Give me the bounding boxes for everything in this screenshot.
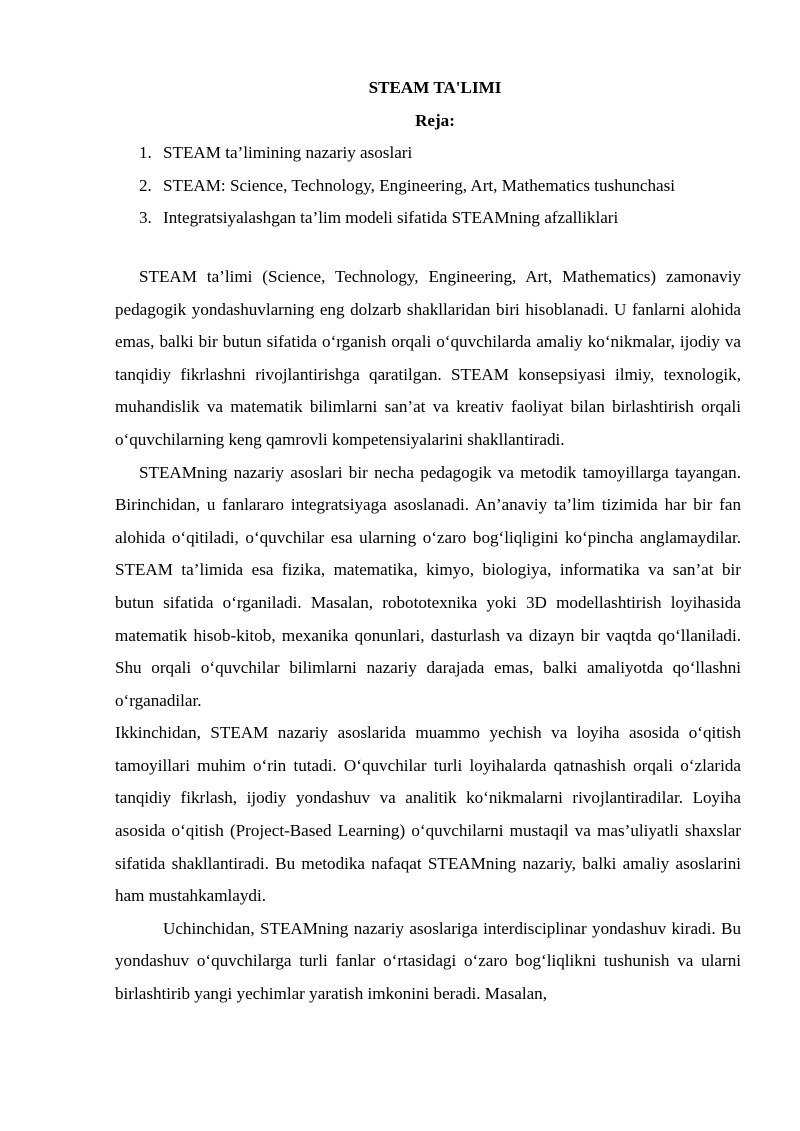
plan-item-text: STEAM: Science, Technology, Engineering, Art, Mathematics tushunchasi [163, 175, 675, 195]
plan-item-number: 1. [139, 143, 152, 163]
body-paragraph: Ikkinchidan, STEAM nazariy asoslarida muammo yechish va loyiha asosida o‘qitish tamoyillari muhim o‘rin tutadi. O‘quvchilar turli loyihalarda qatnashish orqali o‘zlarida tanqidiy fikrlash, ijodiy yondashuv va analitik ko‘nikmalarni rivojlantiradilar. Loyiha asosida o‘qitish (Project-Based Learning) o‘quvchilarni mustaqil va mas’uliyatli shaxslar sifatida shakllantiradi. Bu metodika nafaqat STEAMning nazariy, balki amaliy asoslarini ham mustahkamlaydi. [115, 723, 741, 906]
body-paragraph: STEAMning nazariy asoslari bir necha pedagogik va metodik tamoyillarga tayangan. Birinchidan, u fanlararo integratsiyaga asoslanadi. An’anaviy ta’lim tizimida har bir fan alohida o‘qitiladi, o‘quvchilar esa ularning o‘zaro bog‘liqligini ko‘pincha anglamaydilar. STEAM ta’limida esa fizika, matematika, kimyo, biologiya, informatika va san’at bir butun sifatida o‘rganiladi. Masalan, robototexnika yoki 3D modellashtirish loyihasida matematik hisob-kitob, mexanika qonunlari, dasturlash va dizayn bir vaqtda qo‘llaniladi. Shu orqali o‘quvchilar bilimlarni nazariy darajada emas, balki amaliyotda qo‘llashni o‘rganadilar. [115, 462, 741, 710]
plan-item [139, 137, 741, 170]
plan-item-text: STEAM ta’limining nazariy asoslari [163, 143, 413, 163]
plan-list [139, 137, 741, 235]
section-spacer [115, 235, 741, 261]
plan-item [139, 170, 741, 203]
document-page [115, 72, 741, 1011]
body-paragraph: STEAM ta’limi (Science, Technology, Engineering, Art, Mathematics) zamonaviy pedagogik yondashuvlarning eng dolzarb shakllaridan biri hisoblanadi. U fanlarni alohida emas, balki bir butun sifatida o‘rganish orqali o‘quvchilarda amaliy ko‘nikmalar, ijodiy va tanqidiy fikrlashni rivojlantirishga qaratilgan. STEAM konsepsiyasi ilmiy, texnologik, muhandislik va matematik bilimlarni san’at va kreativ faoliyat bilan birlashtirish orqali o‘quvchilarning keng qamrovli kompetensiyalarini shakllantiradi. [115, 266, 741, 449]
document-title: STEAM TA'LIMI [368, 78, 502, 97]
plan-item-number: 2. [139, 175, 152, 195]
body-paragraph: Uchinchidan, STEAMning nazariy asoslariga interdisciplinar yondashuv kiradi. Bu yondashuv o‘quvchilarga turli fanlar o‘rtasidagi o‘zaro bog‘liqlikni tushunish va ularni birlashtirib yangi yechimlar yaratish imkonini beradi. Masalan, [115, 918, 741, 1004]
plan-heading: Reja: [415, 110, 455, 130]
plan-item-text: Integratsiyalashgan ta’lim modeli sifatida STEAMning afzalliklari [163, 208, 619, 228]
plan-item [139, 202, 741, 235]
plan-item-number: 3. [139, 208, 152, 228]
